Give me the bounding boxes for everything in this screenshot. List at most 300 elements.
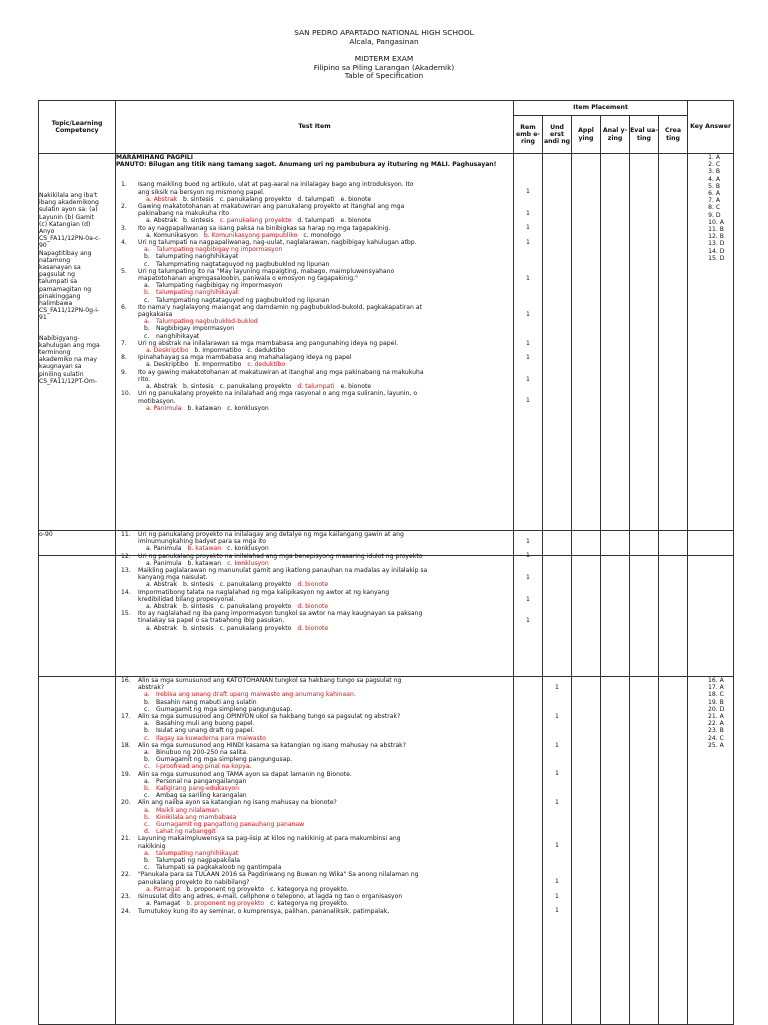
key-answer: 19. B — [708, 698, 724, 706]
choice-line — [116, 333, 513, 340]
choice-text: Talumpmating nagtataguyod ng pagbubuklod ng lipunan — [156, 296, 330, 304]
choice-option: b. sintesis — [182, 581, 214, 589]
question-text: Impormatibong talata na naglalahad ng mga kalipikasyon ng awtor at ng kanyang — [138, 588, 390, 596]
placement-mark: 1 — [526, 375, 530, 383]
choice-letter: d. — [144, 828, 150, 836]
choice-letter: b. — [144, 698, 150, 706]
competency-cell — [39, 154, 116, 556]
school-name: SAN PEDRO APARTADO NATIONAL HIGH SCHOOL — [294, 28, 474, 37]
col-understanding: Und erst andi ng — [543, 116, 572, 154]
choice-option: a. Abstrak — [146, 603, 177, 611]
question-text: Gawing makatotohanan at makatuwiran ang panukalang proyekto at itanghal ang mga — [138, 203, 405, 211]
choice-option: c. panukalang proyekto — [219, 195, 292, 203]
competency-line: ibang akademikong — [39, 199, 99, 207]
doc-title: Table of Specification — [344, 71, 424, 81]
question-text: tinalakay sa papel o sa trabahong ibig pasukan. — [138, 617, 285, 625]
analyzing-marks-2a — [601, 531, 630, 677]
key-answer: 2. C — [708, 161, 721, 169]
choice-option: e. bionote — [340, 195, 372, 203]
key-answer: 12. B — [708, 233, 724, 241]
choice-text: Ambag sa sariling karangalan — [156, 792, 247, 800]
choice-option: b. Impormatibo — [194, 361, 242, 369]
choice-line — [116, 706, 513, 713]
placement-mark: 1 — [526, 573, 530, 581]
question-text: rito. — [138, 375, 151, 383]
question-text: Maikling paglalarawan ng manunulat gamit ang ikatlong panauhan na madalas ay inilalakip sa — [138, 567, 428, 575]
choice-letter: c. — [144, 734, 150, 742]
question-number: 6. — [121, 303, 127, 311]
question-number: 24. — [121, 907, 131, 915]
choice-row — [116, 217, 513, 224]
key-answer: 18. C — [708, 691, 724, 699]
question-stem — [116, 799, 513, 806]
choice-option: b. sintesis — [182, 603, 214, 611]
question-text: Uri ng panukalang proyekto na inilalagay ang detalye ng mga kailangang gawin at ang — [138, 531, 404, 538]
key-answer: 9. D — [708, 211, 721, 219]
question-item — [116, 567, 513, 589]
placement-mark: 1 — [526, 537, 530, 545]
competency-line: kahulugan ang mga — [39, 341, 100, 349]
choice-line — [116, 325, 513, 332]
analyzing-marks — [601, 154, 630, 556]
competency-line: piniling sulatin — [39, 370, 84, 378]
choice-option: b. proponent ng proyekto — [186, 900, 265, 908]
question-number: 15. — [121, 610, 131, 618]
question-item — [116, 799, 513, 835]
choice-row — [116, 347, 513, 354]
choice-text: Talumpating nagbubuklod-buklod — [156, 318, 258, 326]
choice-line — [116, 828, 513, 835]
choice-text: Isulat ang unang draft ng papel. — [156, 727, 255, 735]
competency-line: 91 — [39, 314, 47, 322]
choice-line — [116, 318, 513, 325]
placement-mark: 1 — [526, 310, 530, 318]
choice-line — [116, 691, 513, 698]
placement-mark: 1 — [526, 617, 530, 625]
choice-option: b. katawan — [187, 404, 222, 412]
competency-line: Anyo — [39, 228, 55, 236]
choice-letter: a. — [144, 749, 150, 757]
key-answer: 22. A — [708, 720, 724, 728]
choice-option: a. Abstrak — [146, 383, 177, 391]
question-list-3 — [116, 677, 513, 915]
question-stem — [116, 908, 513, 915]
spec-table-page2 — [38, 530, 734, 1025]
question-text: Alin sa mga sumusunod ang TAMA ayon sa dapat lamanin ng Bionote. — [138, 770, 352, 778]
col-creating: Crea ting — [659, 116, 688, 154]
understanding-marks-2a — [543, 531, 572, 677]
competency-line: Nakikilala ang iba't — [39, 192, 98, 199]
key-answer: 25. A — [708, 741, 724, 749]
question-text: pakinabang na makukuha rito — [138, 210, 230, 218]
question-item — [116, 871, 513, 893]
choice-option: a. Abstrak — [146, 195, 177, 203]
question-number: 3. — [121, 224, 127, 232]
question-item — [116, 908, 513, 915]
evaluating-marks-2b — [630, 677, 659, 1025]
competency-line: CS_FA11/12PN-0a-c- — [39, 235, 101, 243]
placement-mark: 1 — [526, 552, 530, 560]
choice-line — [116, 246, 513, 253]
competency-line: pinakinggang — [39, 292, 81, 300]
choice-option: a. Panimula — [146, 559, 182, 567]
question-item — [116, 340, 513, 354]
choice-line — [116, 785, 513, 792]
question-text: kanyang mga naisulat. — [138, 574, 208, 582]
question-number: 5. — [121, 267, 127, 275]
choice-option: c. konklusyon — [227, 559, 269, 567]
placement-mark: 1 — [555, 878, 559, 886]
competency-group-2 — [39, 335, 115, 385]
remembering-marks — [514, 154, 543, 556]
question-stem — [116, 304, 513, 318]
question-item — [116, 677, 513, 713]
key-answer: 13. D — [708, 240, 725, 248]
key-answer: 15. D — [708, 254, 725, 262]
choice-text: I-proofread ang pinal na kopya. — [156, 763, 252, 771]
competency-cell-2 — [39, 531, 116, 677]
competency-line: natamong — [39, 256, 71, 264]
document-header — [0, 29, 768, 81]
choice-line — [116, 857, 513, 864]
key-answer: 5. B — [708, 182, 721, 190]
choice-text: Kaligirang pang-edukasyon — [156, 785, 240, 793]
competency-group-1 — [39, 192, 115, 322]
col-test-item: Test Item — [116, 101, 514, 154]
choice-line — [116, 763, 513, 770]
choice-letter: b. — [144, 727, 150, 735]
key-answer: 8. C — [708, 204, 721, 212]
choice-line — [116, 807, 513, 814]
question-number: 23. — [121, 893, 131, 901]
key-answers-2a — [688, 531, 734, 677]
competency-line: sulatin ayon sa: (a) — [39, 206, 98, 214]
placement-mark: 1 — [555, 842, 559, 850]
choice-option: d. talumpati — [297, 383, 335, 391]
choice-option: a. Pamagat — [146, 900, 181, 908]
choice-line — [116, 749, 513, 756]
question-stem — [116, 589, 513, 603]
choice-option: b. sintesis — [182, 217, 214, 225]
question-item — [116, 304, 513, 340]
choice-row — [116, 232, 513, 239]
choice-option: c. panukalang proyekto — [219, 383, 292, 391]
competency-line: akademiko na may — [39, 356, 97, 364]
choice-option: b. proponent ng proyekto — [186, 885, 265, 893]
question-number: 22. — [121, 871, 131, 879]
question-item — [116, 268, 513, 304]
choice-line — [116, 735, 513, 742]
creating-marks-2a — [659, 531, 688, 677]
spec-table-page1 — [38, 100, 734, 556]
question-item — [116, 742, 513, 771]
question-number: 14. — [121, 588, 131, 596]
question-stem — [116, 610, 513, 624]
competency-line: Layunin (b) Gamit — [39, 213, 94, 221]
col-evaluating: Eval ua- ting — [630, 116, 659, 154]
question-number: 12. — [121, 552, 131, 560]
question-number: 1. — [121, 181, 127, 189]
creating-marks — [659, 154, 688, 556]
question-text: Tumutukoy kung ito ay seminar, o kumprensya, palihan, pananaliksik, patimpalak, — [138, 907, 390, 915]
question-number: 19. — [121, 770, 131, 778]
competency-line: kaugnayan sa — [39, 363, 82, 371]
question-stem — [116, 742, 513, 749]
question-number: 13. — [121, 567, 131, 575]
col-key-answer: Key Answer — [688, 101, 734, 154]
placement-mark: 1 — [555, 683, 559, 691]
placement-mark: 1 — [526, 224, 530, 232]
question-text: Alin sa mga sumusunod ang HINDI kasama sa katangian ng isang mahusay na abstrak? — [138, 741, 406, 749]
question-item — [116, 239, 513, 268]
question-text: Uri ng panukalang proyekto na inilalahad ang mga benepisyong maaaring idulot ng proyekto — [138, 552, 423, 560]
choice-letter: a. — [144, 318, 150, 326]
choice-option: d. bionote — [297, 603, 329, 611]
competency-line: pamamagitan ng — [39, 285, 92, 293]
key-answer: 14. D — [708, 247, 725, 255]
question-number: 10. — [121, 390, 131, 398]
question-stem — [116, 871, 513, 885]
choice-line — [116, 720, 513, 727]
key-answer: 1. A — [708, 154, 720, 161]
question-stem — [116, 531, 513, 545]
question-text: mapatotohanan angmgasaloobin, paniwala o emosyon ng tagapakinig." — [138, 275, 358, 283]
content-row-page2b — [39, 677, 734, 1025]
question-stem — [116, 225, 513, 232]
choice-option: b. sintesis — [182, 383, 214, 391]
question-item — [116, 531, 513, 553]
choice-line — [116, 699, 513, 706]
choice-letter: b. — [144, 325, 150, 333]
placement-mark: 1 — [526, 238, 530, 246]
question-item — [116, 181, 513, 203]
choice-row — [116, 361, 513, 368]
question-text: abstrak? — [138, 684, 165, 692]
choice-letter: b. — [144, 289, 150, 297]
choice-text: Talumpating nagbibigay ng impormasyon — [156, 246, 283, 254]
question-list-1 — [116, 181, 513, 412]
question-text: Alin ang naiiba ayon sa katangian ng isang mahusay na bionote? — [138, 799, 337, 807]
placement-mark: 1 — [555, 892, 559, 900]
competency-line: halimbawa — [39, 300, 73, 308]
choice-option: a. Abstrak — [146, 624, 177, 632]
choice-row — [116, 603, 513, 610]
question-text: Isinusulat dito ang adres, e-mail, cellphone o telepono, at lagda ng tao o organisasyon — [138, 893, 403, 901]
choice-letter: a. — [144, 720, 150, 728]
choice-line — [116, 282, 513, 289]
choice-text: Talumpati sa pagkakaloob ng gantimpala — [156, 864, 282, 872]
placement-mark: 1 — [526, 353, 530, 361]
test-items-cell — [116, 154, 514, 556]
choice-letter: a. — [144, 777, 150, 785]
key-answer: 16. A — [708, 677, 724, 684]
choice-option: a. Abstrak — [146, 217, 177, 225]
choice-letter: c. — [144, 763, 150, 771]
choice-option: d. talumpati — [297, 195, 335, 203]
question-text: motibasyon. — [138, 397, 176, 405]
col-topic: Topic/Learning Competency — [39, 101, 116, 154]
placement-mark: 1 — [526, 188, 530, 196]
question-text: "Panukala para sa TULAAN 2016 sa Pagdiriwang ng Buwan ng Wika" Sa anong nilalaman ng — [138, 871, 419, 879]
col-item-placement: Item Placement — [514, 101, 688, 116]
choice-option: c. konklusyon — [227, 545, 269, 553]
question-number: 7. — [121, 339, 127, 347]
choice-row — [116, 625, 513, 632]
choice-letter: a. — [144, 282, 150, 290]
placement-mark: 1 — [555, 741, 559, 749]
choice-letter: b. — [144, 813, 150, 821]
competency-code-cont: o-90 — [39, 531, 53, 538]
test-items-cell-2a — [116, 531, 514, 677]
question-stem — [116, 354, 513, 361]
choice-letter: c. — [144, 705, 150, 713]
question-text: nakikinig — [138, 842, 166, 850]
question-item — [116, 589, 513, 611]
question-number: 2. — [121, 203, 127, 211]
question-text: Uri ng panukalang proyekto na inilalahad ang mga rasyonal o ang mga suliranin, layunin, o — [138, 390, 418, 398]
question-text: kredibilidad bilang propesyonal. — [138, 595, 236, 603]
remembering-marks-2 — [514, 531, 543, 677]
choice-text: talumpating nanghihikayat — [156, 289, 239, 297]
question-item — [116, 203, 513, 225]
question-stem — [116, 268, 513, 282]
choice-option: b. Komunikasyong pampubliko — [203, 231, 298, 239]
question-text: Ito ay gawing makatotohanan at makatuwiran at itanghal ang mga pakinabang na makukuha — [138, 368, 424, 376]
applying-marks-2b — [572, 677, 601, 1025]
question-text: ang siksik na bersyon ng mismong papel. — [138, 188, 265, 196]
school-place: Alcala, Pangasinan — [349, 36, 419, 46]
choice-option: a. Pamagat — [146, 885, 181, 893]
key-answer: 24. C — [708, 734, 724, 742]
question-text: Uri ng abstrak na inilalarawan sa mga mambabasa ang pangunahing ideya ng papel. — [138, 339, 399, 347]
question-stem — [116, 390, 513, 404]
choice-line — [116, 261, 513, 268]
choice-option: b. katawan — [187, 559, 222, 567]
question-text: Alin sa mga sumusunod ang KATOTOHANAN tungkol sa hakbang tungo sa pagsulat ng — [138, 677, 402, 684]
question-text: pagkakaisa — [138, 311, 173, 319]
question-stem — [116, 553, 513, 560]
choice-line — [116, 756, 513, 763]
choice-option: e. bionote — [340, 383, 372, 391]
choice-letter: b. — [144, 756, 150, 764]
choice-text: Gumagamit ng pangatlong panauhang pananaw — [156, 821, 305, 829]
question-stem — [116, 677, 513, 691]
question-item — [116, 390, 513, 412]
choice-letter: a. — [144, 691, 150, 699]
key-answer: 3. B — [708, 168, 721, 176]
question-text: Alin sa mga sumusunod ang OPINYON ukol sa hakbang tungo sa pagsulat ng abstrak? — [138, 713, 401, 721]
choice-option: b. Impormatibo — [194, 347, 242, 355]
question-stem — [116, 771, 513, 778]
col-remembering: Rem emb e- ring — [514, 116, 543, 154]
key-answers-1 — [688, 154, 734, 556]
question-stem — [116, 369, 513, 383]
question-item — [116, 225, 513, 239]
question-number: 20. — [121, 799, 131, 807]
choice-text: nanghihikayat — [156, 332, 200, 340]
key-answer: 7. A — [708, 197, 720, 205]
choice-option: c. konklusyon — [227, 404, 269, 412]
choice-row — [116, 886, 513, 893]
question-stem — [116, 181, 513, 195]
choice-line — [116, 297, 513, 304]
choice-row — [116, 545, 513, 552]
choice-text: Gumagamit ng mga simpleng pangungusap. — [156, 705, 293, 713]
key-answer: 4. A — [708, 175, 720, 183]
choice-option: c. panukalang proyekto — [219, 624, 292, 632]
placement-mark: 1 — [555, 907, 559, 915]
choice-row — [116, 900, 513, 907]
choice-text: Personal na pangangailangan — [156, 777, 247, 785]
placement-mark: 1 — [526, 339, 530, 347]
placement-mark: 1 — [555, 712, 559, 720]
choice-option: a. Komunikasyon — [146, 231, 198, 239]
placement-mark: 1 — [526, 274, 530, 282]
key-answer: 21. A — [708, 713, 724, 721]
question-text: Ito ay naglalahad ng iba pang impormasyon tungkol sa awtor na may kaugnayan sa paksang — [138, 610, 423, 618]
remembering-marks-2b — [514, 677, 543, 1025]
choice-row — [116, 196, 513, 203]
question-stem — [116, 203, 513, 217]
choice-option: e. bionote — [340, 217, 372, 225]
col-applying: Appl ying — [572, 116, 601, 154]
header-row-1 — [39, 101, 734, 116]
choice-letter: c. — [144, 792, 150, 800]
question-item — [116, 610, 513, 632]
key-answer: 10. A — [708, 218, 724, 226]
choice-text: Talumpati ng nagpapakilala — [156, 857, 240, 865]
question-stem — [116, 567, 513, 581]
choice-text: Basahing muli ang buong papel. — [156, 720, 255, 728]
col-analyzing: Anal y- zing — [601, 116, 630, 154]
question-number: 4. — [121, 239, 127, 247]
choice-text: Gumagamit ng mga simpleng pangungusap. — [156, 756, 293, 764]
section-title: MARAMIHANG PAGPILI — [116, 154, 194, 161]
choice-letter: a. — [144, 849, 150, 857]
choice-row — [116, 405, 513, 412]
choice-letter: c. — [144, 260, 150, 268]
choice-option: a. Panimula — [146, 404, 182, 412]
choice-line — [116, 727, 513, 734]
choice-row — [116, 581, 513, 588]
question-number: 18. — [121, 741, 131, 749]
subject-title: Filipino sa Piling Larangan (Akademik) — [313, 62, 455, 72]
placement-mark: 1 — [526, 209, 530, 217]
question-text: Uri ng talumpating ito na "May layuning mapaigting, mabago, maimpluwensyahano — [138, 267, 395, 275]
choice-text: talumpating nanghihikayat — [156, 849, 239, 857]
choice-text: Binubuo ng 200-250 na salita. — [156, 749, 248, 757]
choice-row — [116, 560, 513, 567]
creating-marks-2b — [659, 677, 688, 1025]
question-text: Isang maikling buod ng artikulo, ulat at pag-aaral na inilalagay bago ang introduksyon. Ito — [138, 181, 414, 189]
instructions: PANUTO: Bilugan ang titik nang tamang sagot. Anumang uri ng pambubura ay ituturing ng MALI. Paghusayan! — [116, 161, 497, 169]
choice-text: Lahat ng nabanggit — [156, 828, 216, 836]
key-answers-2 — [688, 677, 734, 1025]
understanding-marks — [543, 154, 572, 556]
placement-mark: 1 — [555, 799, 559, 807]
content-row-page1 — [39, 154, 734, 556]
question-item — [116, 553, 513, 567]
question-stem — [116, 893, 513, 900]
choice-line — [116, 253, 513, 260]
choice-line — [116, 289, 513, 296]
competency-line: CS_FA11/12PT-Om- — [39, 377, 97, 385]
question-list-2 — [116, 531, 513, 632]
choice-option: b. sintesis — [182, 195, 214, 203]
competency-line: (c) Katangian (d) — [39, 220, 91, 228]
question-number: 17. — [121, 713, 131, 721]
question-text: Layuning makaimpluwensya sa pag-iisip at kilos ng nakikinig at para makumbinsi ang — [138, 835, 401, 843]
